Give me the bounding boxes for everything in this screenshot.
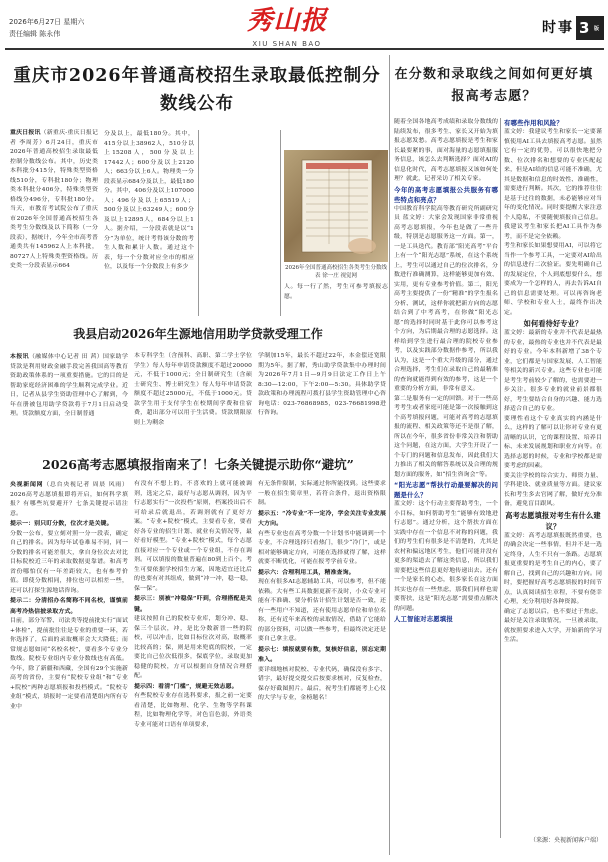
masthead-meta	[9, 16, 159, 40]
article3-col3	[258, 480, 386, 854]
tip-7-body: 要详细地核对院校、专业代码，确保没有多字、错字，最好提交提交后按要求核对，反复检查，保存好截图照片。最后，祝考生们都能考上心仪的大学与专业，金榜题名！	[258, 666, 386, 701]
article3-intro: （总台央视记者 周晨 风雨）2026高考志愿填报即将开启，如何科学填报？有哪些坑要避开？七条关键提示请注意。	[10, 482, 128, 517]
box-heading-1: 如何看待好专业？	[523, 319, 583, 328]
tip-2-body-cont: 有没有不想上的，不喜欢的上就可能被调剂，选定之后，最好与志愿从调剂，因为平行志愿实行“一次投档”原则，档案投出后不可给录后就退出，若调剂就有了更好方案。“专业+院校”模式，主要看专业，要看好各专业的招生计划、就业有关情况等，最好看好模型。“专业+院校”模式，每个志愿直接对应一个专业或一个专业组，不存在调剂。可以填报的数量普遍在80到上百个。考生可要依据学校招生方案，因地适宜还比后的也要有对其组成，做到“冲一冲，稳一稳，保一保”。	[134, 481, 252, 592]
logo-chinese: 秀山报	[246, 6, 328, 36]
page-number-badge	[576, 16, 604, 40]
page-number: 3	[579, 19, 590, 37]
inner-divider	[280, 130, 281, 316]
box-answer-1: 蓝文婷：最新的专业并不代表是最热的专业，最热的专业也并不代表是最好的专业。今年本科新增了38个专业，它们都是与国家发展、人工智能等相关的新兴专业。这些专业也可能是考生考前较少了解的，也需要进一步关注。很多专业的就业前景都很好，考生要结合自身的兴趣、能力选择适合自己的专业。	[504, 330, 602, 412]
masthead-rule	[5, 48, 604, 50]
tip-6: 提示六：合理利用工具，精准查询。	[258, 568, 355, 576]
tip-4-body: 有些院校专业存在选科要求，报之前一定要看清楚，比如物理、化学、生物等学科课程，比如物理化学等，对色盲色弱，外语类专业可能对口语有单项要求，	[134, 693, 252, 728]
tip-3: 提示三：别被“冲稳保”吓到，合理搭配是关键。	[134, 595, 252, 613]
article4-intro: 随着全国各地高考成绩和录取分数线的陆续发布，很多考生、家长又开始为填报志愿发愁。高考志愿填报是考生和家长最要紧的事，面对海量的志愿填报服务信息，该怎么去判断选择？面对AI的信息化时代，高考志愿填报又该如何处理？就此，记者采访了相关专家。	[394, 119, 498, 182]
tip-1-body: 分数一公布，要立刻对照一分一段表，确定自己的排名。因为每年试卷难易不同，同一分数的排名可能差很大，拿自身位次去对比目标院校近三年的录取数据更靠谱。和高考省份哪怕仅有一年差距较大，也有参考价值。即使分数相同，排位也可以相差一些，还可以打探生源地话咨询。	[10, 530, 128, 594]
article3-col2	[134, 480, 252, 854]
section-title: 时事	[542, 20, 574, 36]
page-editor: 责任编辑 陈永伟	[9, 30, 61, 38]
tip-7: 提示七：填报就要有数，复核好信息，别忘定期准入。	[258, 645, 386, 663]
qa-heading-2: “阳光志愿”帮扶行动最要解决的问题是什么？	[394, 481, 498, 499]
box-answer-1b: 要理性看这个专业真实的内涵是什么，这样的了解可以让你对专业有更清晰的认识，它的课程设置、培养目标、未来发展规划和职业方向等。在选择志愿的时候，专业和学校都是需要考虑的因素。	[504, 415, 602, 469]
article1-col1-text: （新重庆-重庆日报记者 李周芳）6月24日，重庆市2026年普通高校招生录取最低控制分数线公布。其中，历史类本科批分415分，特殊类型资格线510分，专科批180分；物理类本科批分406分，特殊类型资格线分496分，专科批180分。当天，市教育考试院公布了重庆市2026年全国普通高校招生各类考生分数线及以下简称（一分段表），据统计，今年全市高考普通类共有145962人上本科批，80727人上特殊类型资格线。历史类一分段表显示664	[10, 130, 98, 269]
article1-col3: 人。每一行了然，考生可参考填报志愿。	[284, 284, 388, 300]
article1-dateline: 重庆日报讯	[10, 129, 41, 136]
article2-headline: 我县启动2026年生源地信用助学贷款受理工作	[73, 327, 323, 341]
box-answer-2b: 确定了志愿以后，也不要过于焦虑，最好是关注录取情况，一旦被录取，就按照要求进入大学，开始新的学习生活。	[504, 608, 602, 643]
qa-heading-3-cont: 有哪些作用和风险？	[504, 119, 563, 127]
tip-5: 提示五：“冷专业”不一定冷，学会关注专业发展大方向。	[258, 509, 386, 527]
article4-col1	[394, 118, 498, 848]
qa-heading-1: 今年的高考志愿填报公共服务有哪些特点和亮点？	[394, 185, 498, 204]
qa-heading-3: 人工智能对志愿填报	[394, 615, 453, 623]
qa-answer-2: 蓝文婷：这个行动主要帮助考生，一个小目标，如何帮助考生“能够有效地进行志愿”。通过分析，这个帮扶方面在实践中存在一个信息不对称的问题，我们的考生们有很多是不清楚的，尤其是农村和偏远地区考生，他们可能并没有更多的渠道去了解这类信息，所以我们需要把这些信息更好地传递出去。还有一个是家长的心态，很多家长在这方面其实也存在一些焦虑，那我们同样也需要帮扶，这是“阳光志愿”需要重点解决的问题。	[394, 501, 498, 612]
qa-answer-1: 中国教育科学院高等教育研究所副研究员 蓝文婷：大家会发现国家非常重视高考志愿填报，今年也是做了一些升级，特别是志愿服务这一方面。第一，一是工具迭代。教育部“阳光高考”平台上有一个“阳光志愿”系统，在这个系统上，考生可以通过自己的位次排名，分数进行准确测算，这样能够更加有效、实用，更有专业参考价值。第二，阳光高考主要提供了一份“精准”的学生报名分析、测试，这样你就把新方向的志愿结合到了中考高考，在你做“阳光志愿”的选择时同时基于此你可以参考这个方向，为后期最合理的志愿选择。这样给到学生进行最合理的院校专业参考，以及实践部分数据作参考，所以我认为，这是一个重大升级的部分，通过合理选择，考生们在录取自己的最精准的查询就能得到有效的参考，这是一个重要的分析方面，非常有意义。	[394, 205, 498, 392]
box-heading-2: 高考志愿填报对考生有什么建议？	[505, 510, 601, 531]
photo-caption: 2026年全国普通高校招生各类考生分数线表 徐一庄 视觉网	[285, 265, 387, 279]
page-suffix: 版	[594, 26, 600, 32]
article4-col2	[504, 118, 602, 838]
tip-2-body: 目前，部分军警、司法类等提前批实行“面试+体检”，提前批往往是专业的重要一环，若你选择了，后面的录取概率会大大降低；而常规志愿如同“名校名校”，要看多个专业分数线。院校专业组内专业分数线也有高低。今年，除了新疆和西藏，全国有29个实施新高考的省份，主要有“院校专业组”和“专业+院校”两种志愿填报和投档模式。“院校专业组”模式，填报时一定要看清楚组内所有专业中	[10, 618, 128, 710]
article2-col1	[10, 352, 128, 448]
photo-illustration	[284, 150, 388, 262]
article4-headline: 在分数和录取线之间如何更好填报高考志愿？	[394, 67, 594, 104]
article3-dateline: 央视新闻网	[10, 481, 44, 488]
inner-divider	[500, 118, 501, 838]
tip-5-body: 有些专业也在高考分数一个计划书中能调到一个专业，不合理选择只看热门，很少“冷门”，或是相对能够确定方向，可能在选择就得了解，这样就要不断优化，可能在报考学前专业。	[258, 530, 386, 565]
tip-3-body: 建议按照自己的院校专业库，划分冲、稳、保三个层次，冲，是比分数新晋一些的院校，可以冲击，比如目标位次对高，取概率比较高的；保，则是用来兜底的院校，一定要比自己位次低很多，保底学位，录取更加稳健的院校，方可以根据自身情况合理搭配。	[134, 616, 252, 679]
issue-date: 2026年6月27日 星期六	[9, 18, 85, 26]
tip-4: 提示四：看清“门槛”，规避无效志愿。	[134, 682, 238, 690]
qa-answer-3: 蓝文婷：我建议考生和家长一定要谨慎使用AI工具去填报高考志愿。虽然它有一定的优势，可以很快地把分数、位次排名和想要的专业匹配起来，但是AI给的信息可能不准确，尤其是数据和信息的时效性、准确性，需要进行判断。其次，它的推荐往往是基于过往的数据，未必能够应对当年的变化情况。同时要提醒大家注意个人隐私，不要随便填报自己信息。我建议考生和家长把AI工具作为参考，而不是完全依赖。	[504, 129, 602, 240]
tip-6-body: 现在有很多AI志愿辅助工具，可以参考，但不能依赖。大有些工具数据更新不及时，小众专业可能有不准确、要分析估计招生计划是否一致，还有一些用户不知道，还有使用志愿单位和单位名称，还有近年来高校的录取情况，借助了它能给的部分资料，可以做一些参考，但最终决定还是要自己拿主意。	[258, 579, 386, 642]
article4-source: （来源：央视新闻客户端）	[529, 837, 602, 844]
box-answer-2: 蓝文婷：高考志愿填报既然重要，也的确会决定一些事情，但并不是一选定终身，人生不只有一条路。志愿填报更重要的是考生自己的内心，要了解自己，找到自己的兴趣和方向。同时，要把握好高考志愿填报的时间节点，认真阅读招生章程，不要有侥幸心理，充分利用好各种资源。	[504, 532, 602, 605]
logo-english: XIU SHAN BAO	[252, 40, 322, 48]
tip-2: 提示二：分清招办名简称不同名校，谨慎前高考冷热信披录取方式。	[10, 597, 128, 615]
article1-col1	[10, 128, 98, 318]
article3-headline: 2026高考志愿填报指南来了！七条关键提示助你“避坑”	[42, 457, 354, 472]
tip-4-body-cont: 有无条件限制，实际通过你所能找到。这些要求一般在招生简章里，若符合条件，退出资格限制。	[258, 481, 386, 506]
box-answer-1c: 要关注学校的综合实力、师资力量、学科建设、就业质量等方面。建议家长和考生多去官网了解，做好充分准备，避免盲目跟风。	[504, 472, 602, 507]
article1-headline: 重庆市2026年普通高校招生录取最低控制分数线公布	[13, 66, 381, 114]
article2-col3: 学制加15年，最长不超过22年，本金偿还宽限期为5年。据了解，秀山助学贷款集中办理时间为2026年7月1日—9月9日法定工作日上午8:30—12:00，下午2:00—5:30。具体助学贷款政策和办理流程可拨打县学生资助管理中心咨询电话：023-76868985，023-76681998进行咨询。	[258, 353, 386, 416]
article1-col2: 分及以上，最低180分。其中，415分以上38962人，510分以上15208人，500分及以上17442人；600分及以上2120人；663分以上6人。物理类一分段表显示684分及以上，最低180分。其中，406分及以上107000人；496分及以上65519人；500分及以上63249人；600分及以上12895人，684分以上1人。据介绍，一分段表就是以“1分”为单位，统计考得该分数的考生人数和累计人数。通过这个表，每一个分数对应全市的相应位，以及每一个分数段上有多少	[104, 131, 194, 270]
article2-dateline: 本报讯	[10, 353, 29, 360]
qa-answer-3b: 考生和家长如果想要用AI，可以将它当作一个参考工具，一定要对AI给出的信息进行二次验证。要先明确自己的发展定位，个人到底想要什么，想要成为一个怎样的人，再去告诉AI自己的信息需要处理。可以再咨询老师、学校和专业人士，最终作出决定。	[504, 243, 602, 316]
tip-1: 提示一：别只盯分数，位次才是关键。	[10, 520, 113, 527]
inner-divider	[198, 130, 199, 316]
article2-col1-text: （融媒体中心记者 田 茜）国家助学贷款是利用财政金融手段完善我国高等教育资助政策体系的一项重要措施。它的目的是帮助家庭经济困难的学生顺利完成学业。近日，记者从县学生资助管理中心了解到，今年在册被包用助学贷款将于7月1日启动受理。贷款额度方面，全日制普通	[10, 354, 128, 417]
score-table-photo	[284, 150, 388, 262]
article3-col1	[10, 480, 128, 854]
column-divider	[389, 55, 390, 855]
qa-answer-1b: 第二是服务有一定的回馈。对于一些高考考生或者家庭可能是第一次接触到这个高考填报问题，可能对高考的志愿填报的流程、相关政策等还不是很了解，所以在今年，很多省份非常关注和帮助这个问题，在这方面，大学生开设了一个专门的问题和信息发布，因此我们大力推出了相关的解答系统以及合理的规划方面的服务，如“招生咨询会”等。	[394, 395, 498, 478]
article2-col2: 本专科学生（含预科、高职、第二学士学位学生）每人每年申请贷款额度不超过20000元，不低于1000元；全日制研究生（含硕士研究生、博士研究生）每人每年申请贷款额度不超过25000元，不低于1000元。贷款学生用于支付学生在校期间学费和住宿费，超出部分可以用于生活费。贷款期限原则上为剩余	[134, 353, 252, 426]
